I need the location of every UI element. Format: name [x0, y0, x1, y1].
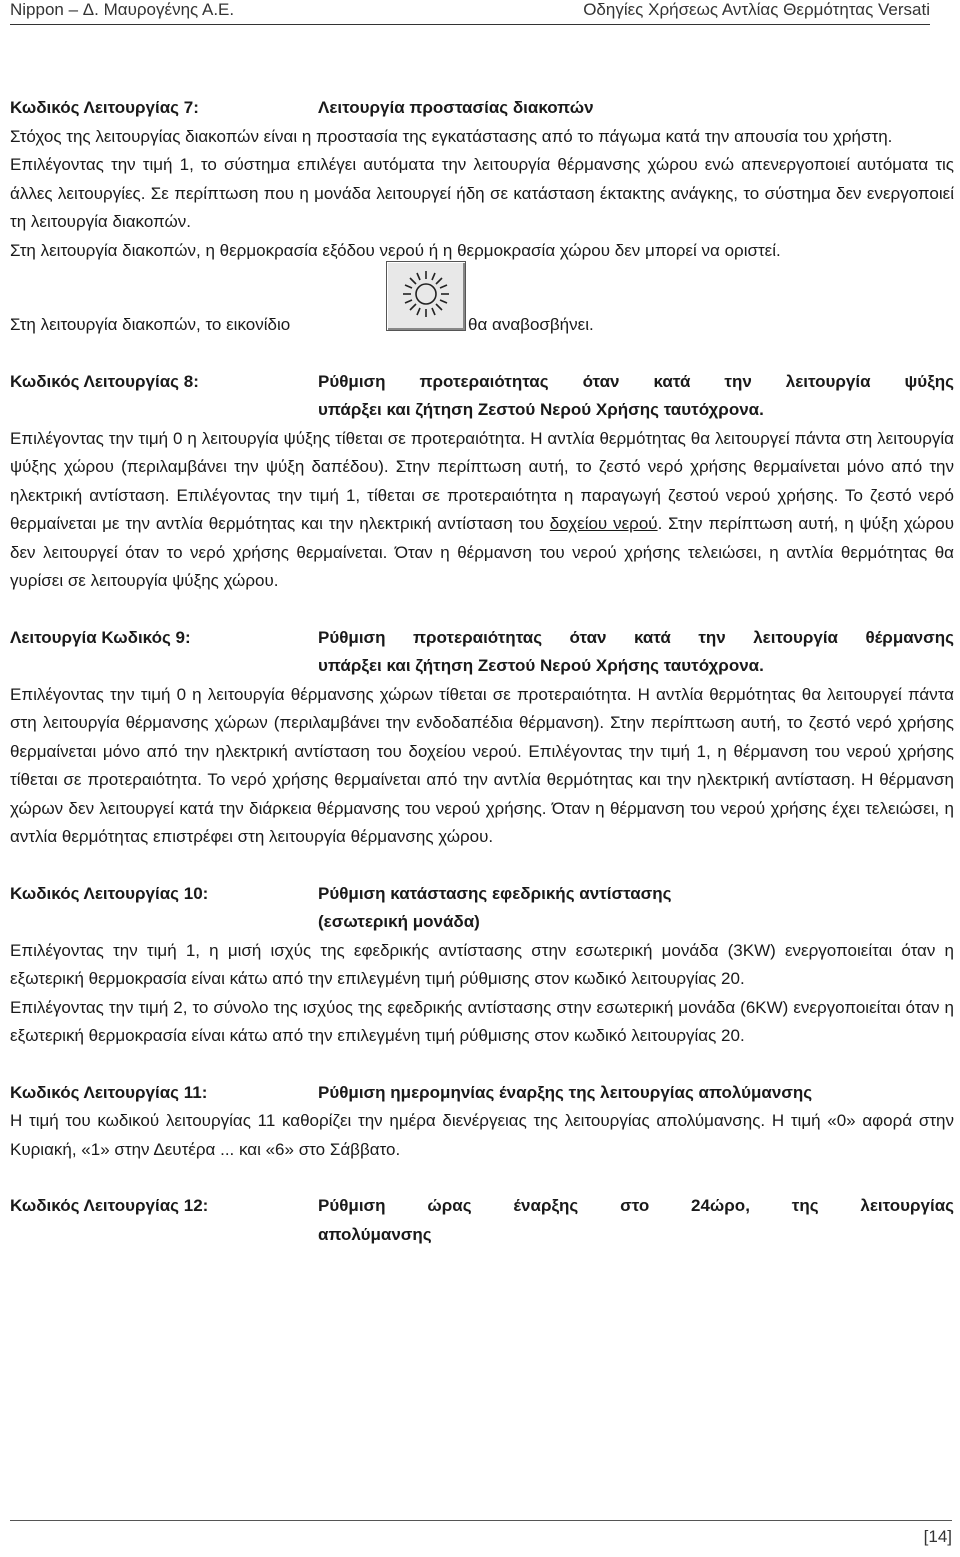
- section-8-heading: [10, 368, 954, 425]
- section-title-line: υπάρξει και ζήτηση Ζεστού Νερού Χρήσης ταυτόχρονα.: [318, 400, 764, 419]
- section-title-line: Ρύθμιση προτεραιότητας όταν κατά την λειτουργία θέρμανσης: [318, 627, 954, 647]
- section-code: Κωδικός Λειτουργίας 11:: [10, 1082, 208, 1102]
- paragraph: Η τιμή του κωδικού λειτουργίας 11 καθορίζει την ημέρα διενέργειας της λειτουργίας απολύμανσης. Η τιμή «0» αφορά στην Κυριακή, «1» στην Δευτέρα ... και «6» στο Σάββατο.: [10, 1111, 954, 1159]
- section-title-line: Ρύθμιση προτεραιότητας όταν κατά την λειτουργία ψύξης: [318, 371, 954, 391]
- section-11-heading: [10, 1079, 954, 1108]
- sun-icon: [386, 261, 466, 331]
- paragraph: Στόχος της λειτουργίας διακοπών είναι η προστασία της εγκατάστασης από το πάγωμα κατά την απουσία του χρήστη.: [10, 126, 893, 146]
- page-number: [14]: [923, 1527, 952, 1546]
- paragraph: Επιλέγοντας την τιμή 2, το σύνολο της ισχύος της εφεδρικής αντίστασης στην εσωτερική μονάδα (6KW) ενεργοποιείται όταν η εξωτερική θερμοκρασία είναι κάτω από την επιλεγμένη τιμή ρύθμισης στον κωδικό λειτουργίας 20.: [10, 997, 954, 1045]
- header-company: Nippon – Δ. Μαυρογένης Α.Ε.: [10, 0, 235, 19]
- paragraph: Επιλέγοντας την τιμή 1, το σύστημα επιλέγει αυτόματα την λειτουργία θέρμανσης χώρου ενώ απενεργοποιεί αυτόματα τις άλλες λειτουργίες. Σε περίπτωση που η μονάδα λειτουργεί ήδη σε κατάσταση έκτακτης ανάγκης, το σύστημα δεν ενεργοποιεί τη λειτουργία διακοπών.: [10, 155, 954, 231]
- section-code: Λειτουργία Κωδικός 9:: [10, 627, 191, 647]
- paragraph: Επιλέγοντας την τιμή 1, η μισή ισχύς της εφεδρικής αντίστασης στην εσωτερική μονάδα (3KW) ενεργοποιείται όταν η εξωτερική θερμοκρασία είναι κάτω από την επιλεγμένη τιμή ρύθμισης στον κωδικό λειτουργίας 20.: [10, 940, 954, 988]
- icon-sentence: [10, 311, 954, 340]
- underlined-term: δοχείου νερού: [549, 514, 658, 533]
- footer-divider: [10, 1520, 952, 1521]
- section-9-heading: [10, 624, 954, 681]
- section-10-heading: [10, 880, 954, 937]
- document-body: [10, 94, 954, 1249]
- page-header: [10, 0, 930, 25]
- header-document-title: Οδηγίες Χρήσεως Αντλίας Θερμότητας Versati: [583, 0, 930, 19]
- paragraph: [10, 425, 954, 596]
- section-12-heading: [10, 1192, 954, 1249]
- paragraph: Επιλέγοντας την τιμή 0 η λειτουργία θέρμανσης χώρων τίθεται σε προτεραιότητα. Η αντλία θερμότητας θα λειτουργεί πάντα στη λειτουργία θέρμανσης χώρων (περιλαμβάνει την ενδοδαπέδια θέρμανση). Στην περίπτωση αυτή, το ζεστό νερό χρήσης θερμαίνεται μόνο από την ηλεκτρική αντίσταση του δοχείου νερού. Επιλέγοντας την τιμή 1, η θέρμανση του νερού χρήσης τίθεται σε προτεραιότητα. Το νερό χρήσης θερμαίνεται από την αντλία θερμότητας και την ηλεκτρική αντίσταση. Η θέρμανση χώρων δεν λειτουργεί κατά την διάρκεια θέρμανσης του νερού χρήσης. Όταν η θέρμανση του νερού χρήσης έχει τελειώσει, η αντλία θερμότητας επιστρέφει στη λειτουργία θέρμανσης χώρου.: [10, 684, 954, 846]
- section-code: Κωδικός Λειτουργίας 12:: [10, 1196, 209, 1215]
- icon-sentence-before: Στη λειτουργία διακοπών, το εικονίδιο: [10, 315, 291, 334]
- section-title: Λειτουργία προστασίας διακοπών: [318, 98, 594, 117]
- section-title-line: υπάρξει και ζήτηση Ζεστού Νερού Χρήσης ταυτόχρονα.: [318, 656, 764, 675]
- section-title-line: Ρύθμιση ώρας έναρξης στο 24ώρο, της λειτουργίας: [318, 1196, 954, 1215]
- section-code: Κωδικός Λειτουργίας 10:: [10, 883, 209, 903]
- section-title-line: απολύμανσης: [318, 1224, 432, 1244]
- section-title-line: (εσωτερική μονάδα): [318, 912, 480, 931]
- paragraph: Στη λειτουργία διακοπών, η θερμοκρασία εξόδου νερού ή η θερμοκρασία χώρου δεν μπορεί να οριστεί.: [10, 240, 781, 260]
- paragraph-text: Επιλέγοντας την τιμή 0 η λειτουργία ψύξης τίθεται σε προτεραιότητα. Η αντλία θερμότητας θα λειτουργεί πάντα στη λειτουργία ψύξης χώρου (περιλαμβάνει την ψύξη δαπέδου). Στην περίπτωση αυτή, το ζεστό νερό χρήσης θερμαίνεται μόνο από την ηλεκτρική αντίσταση. Επιλέγοντας την τιμή 1, τίθεται σε προτεραιότητα η παραγωγή ζεστού νερού χρήσης. Το ζεστό νερό θερμαίνεται με την αντλία θερμότητας και την ηλεκτρική αντίσταση του: [10, 428, 954, 533]
- section-title: Ρύθμιση ημερομηνίας έναρξης της λειτουργίας απολύμανσης: [318, 1082, 813, 1102]
- section-7-heading: [10, 94, 954, 123]
- paragraph-text: . Στην περίπτωση αυτή, η ψύξη χώρου δεν λειτουργεί όταν το νερό χρήσης θερμαίνεται. Όταν η θέρμανση του νερού χρήσης τελειώσει, η αντλία θερμότητας θα γυρίσει σε λειτουργία ψύξης χώρου.: [10, 514, 954, 590]
- section-code: Κωδικός Λειτουργίας 7:: [10, 98, 199, 117]
- section-title-line: Ρύθμιση κατάστασης εφεδρικής αντίστασης: [318, 883, 672, 903]
- icon-sentence-after: θα αναβοσβήνει.: [468, 315, 594, 334]
- section-code: Κωδικός Λειτουργίας 8:: [10, 371, 199, 391]
